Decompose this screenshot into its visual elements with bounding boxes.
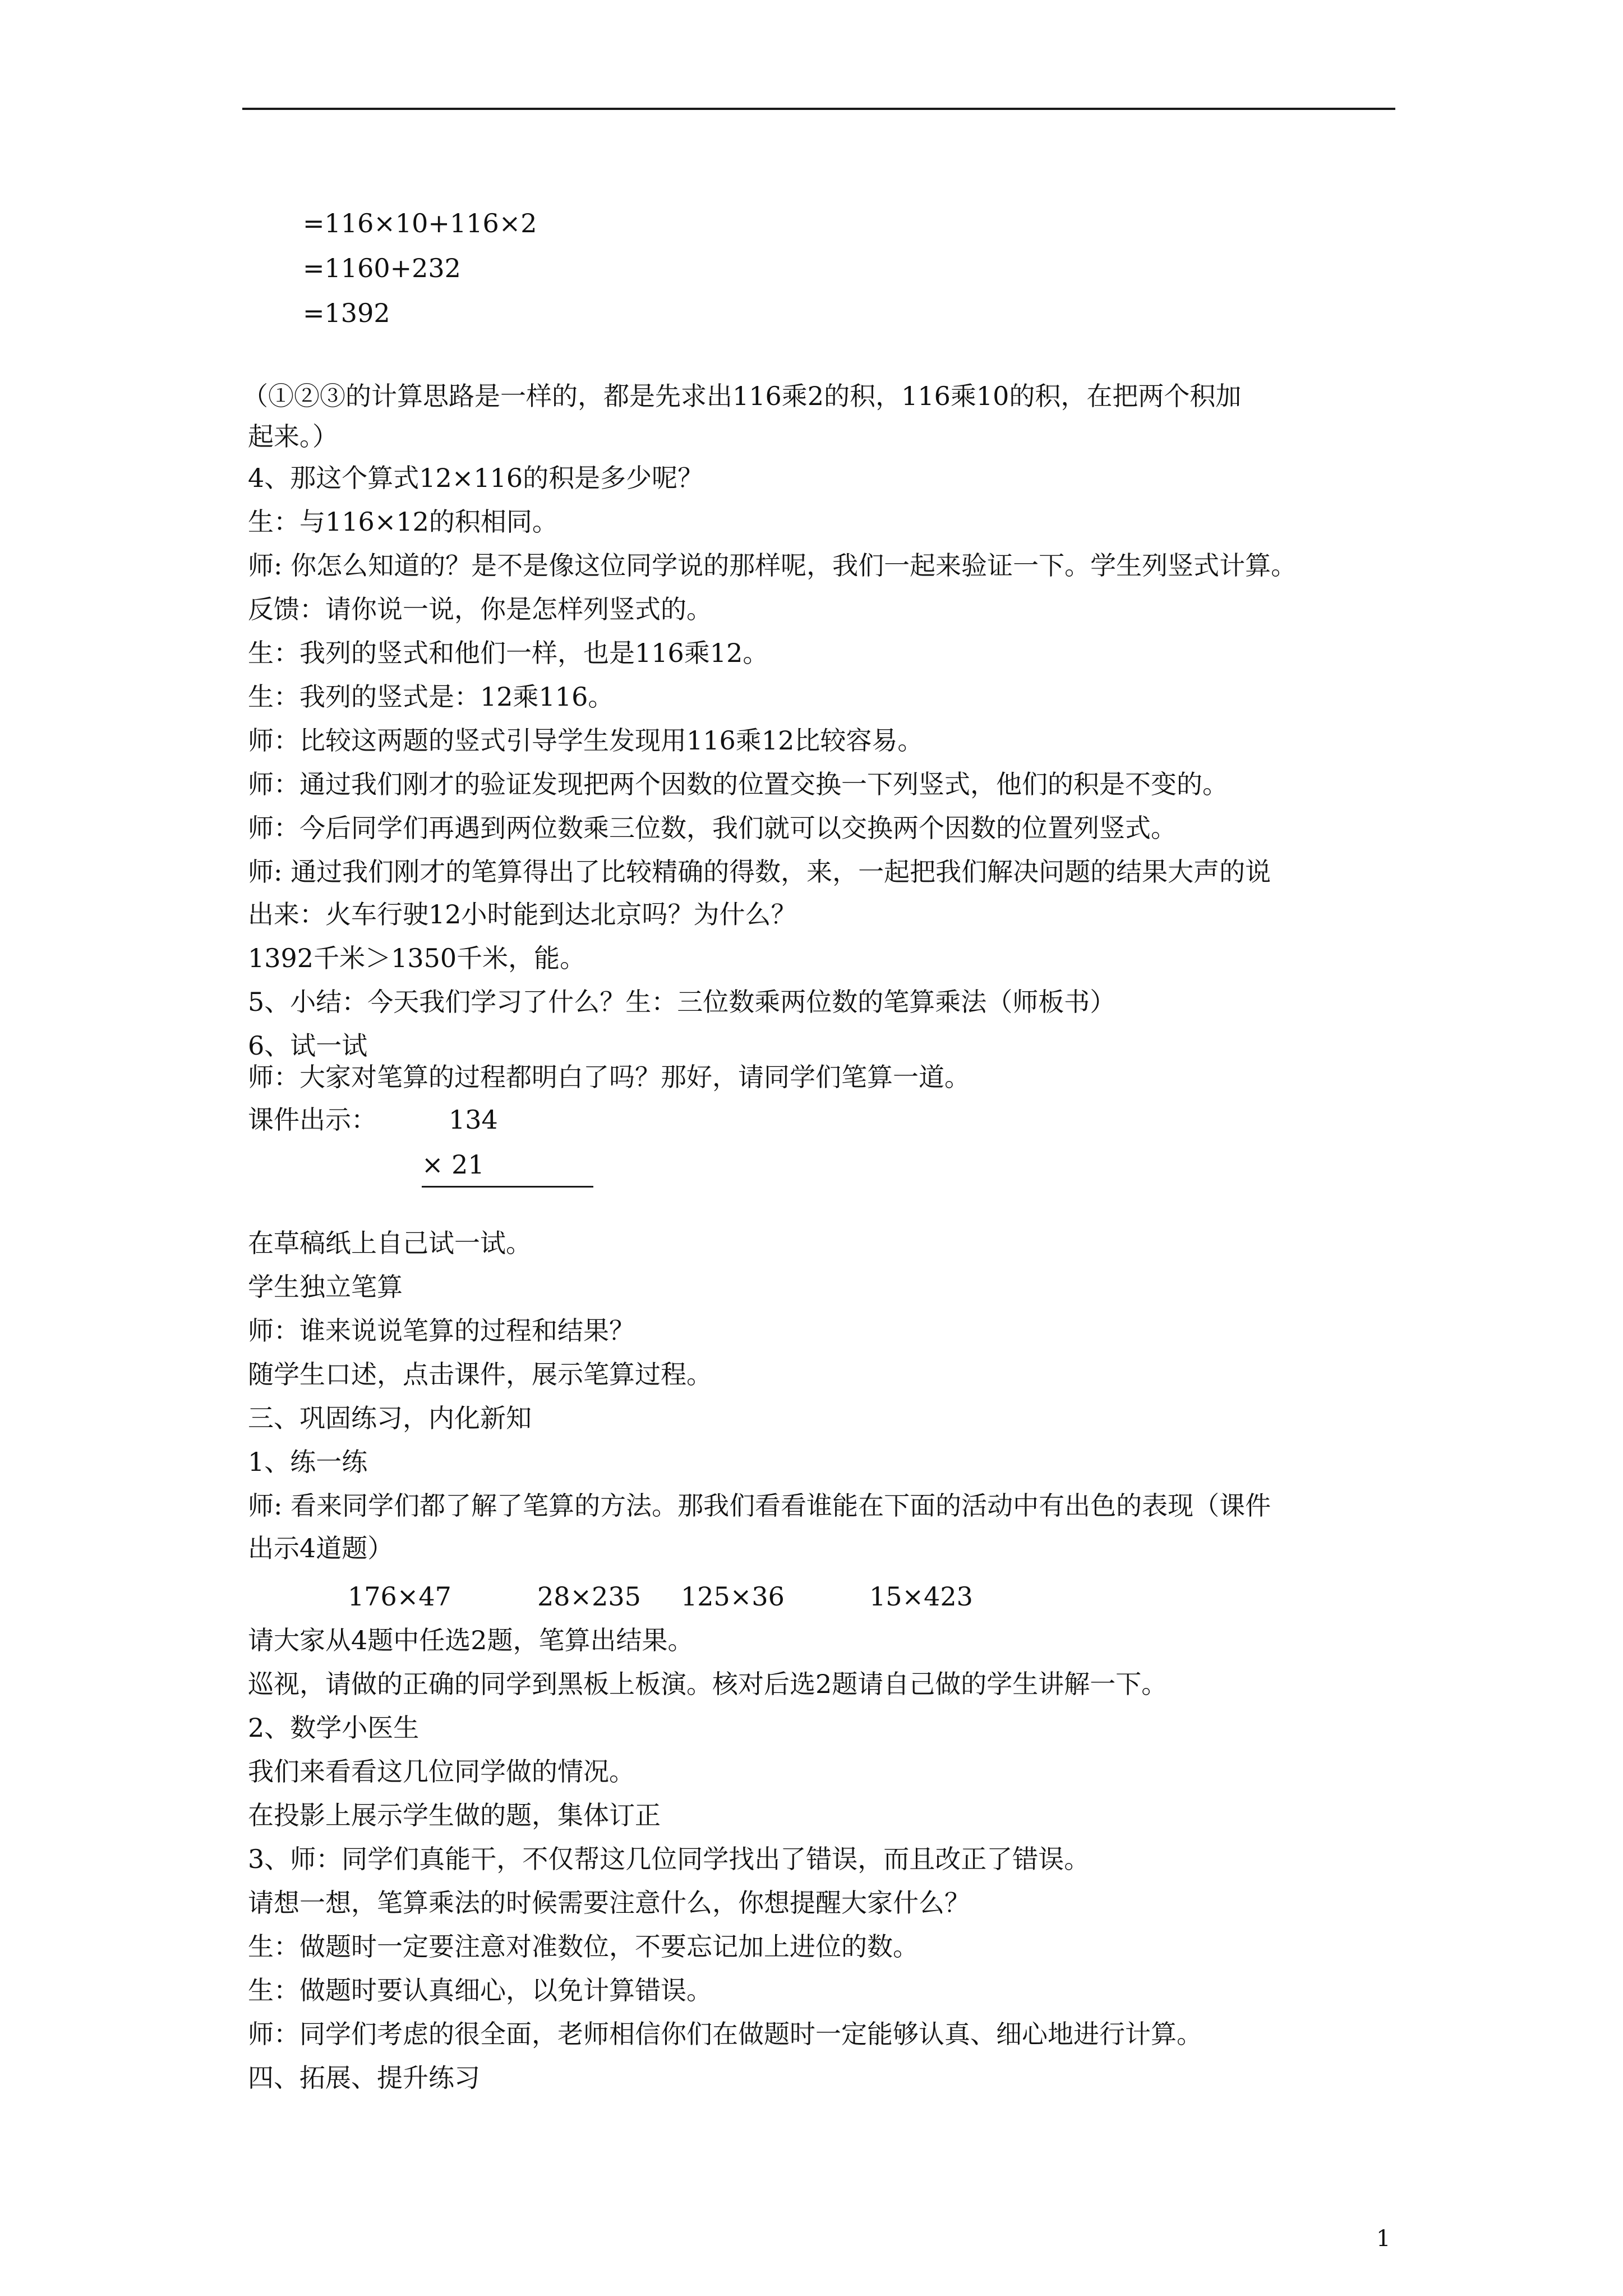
problem-item: 15×423: [869, 1581, 973, 1612]
text-line: 出示4道题）: [248, 1533, 394, 1563]
vertical-bottom-number: × 21: [422, 1149, 485, 1180]
note-line-1: （①②③的计算思路是一样的，都是先求出116乘2的积，116乘10的积，在把两个积加: [242, 381, 1242, 411]
text-line: 出来：火车行驶12小时能到达北京吗？为什么？: [248, 899, 797, 930]
text-line: 1392千米＞1350千米，能。: [248, 943, 586, 973]
text-line: 学生独立笔算: [248, 1272, 403, 1302]
calc-step-1: =116×10+116×2: [303, 208, 537, 238]
text-line: 生：做题时要认真细心，以免计算错误。: [248, 1975, 712, 2005]
text-line: 师：今后同学们再遇到两位数乘三位数，我们就可以交换两个因数的位置列竖式。: [248, 813, 1177, 843]
calc-step-2: =1160+232: [303, 253, 461, 283]
text-line: 请大家从4题中任选2题，笔算出结果。: [248, 1625, 694, 1655]
text-line: 随学生口述，点击课件，展示笔算过程。: [248, 1359, 712, 1389]
vertical-calc-rule: [422, 1186, 593, 1188]
text-line: 6、试一试: [248, 1030, 368, 1061]
text-line: 师：大家对笔算的过程都明白了吗？那好，请同学们笔算一道。: [248, 1062, 970, 1092]
text-line: 师: 通过我们刚才的笔算得出了比较精确的得数，来，一起把我们解决问题的结果大声的说: [248, 857, 1271, 887]
text-line: 2、数学小医生: [248, 1713, 419, 1743]
text-line: 巡视，请做的正确的同学到黑板上板演。核对后选2题请自己做的学生讲解一下。: [248, 1669, 1168, 1699]
text-line: 5、小结：今天我们学习了什么？生：三位数乘两位数的笔算乘法（师板书）: [248, 987, 1116, 1017]
text-line: 师：比较这两题的竖式引导学生发现用116乘12比较容易。: [248, 725, 924, 756]
courseware-label: 课件出示：: [248, 1105, 377, 1135]
text-line: 请想一想，笔算乘法的时候需要注意什么，你想提醒大家什么？: [248, 1888, 970, 1918]
problem-item: 176×47: [348, 1581, 451, 1612]
text-line: 4、那这个算式12×116的积是多少呢？: [248, 463, 704, 493]
text-line: 我们来看看这几位同学做的情况。: [248, 1756, 635, 1787]
text-line: 在投影上展示学生做的题，集体订正: [248, 1800, 661, 1830]
calc-step-3: =1392: [303, 298, 390, 328]
section-heading: 四、拓展、提升练习: [248, 2063, 480, 2093]
section-heading: 三、巩固练习，内化新知: [248, 1403, 532, 1433]
text-line: 生：我列的竖式和他们一样，也是116乘12。: [248, 638, 769, 668]
text-line: 师: 看来同学们都了解了笔算的方法。那我们看看谁能在下面的活动中有出色的表现（课件: [248, 1490, 1271, 1521]
page-number: 1: [1376, 2226, 1391, 2252]
text-line: 师：通过我们刚才的验证发现把两个因数的位置交换一下列竖式，他们的积是不变的。: [248, 769, 1228, 799]
text-line: 师: 你怎么知道的？是不是像这位同学说的那样呢，我们一起来验证一下。学生列竖式计算。: [248, 550, 1297, 581]
text-line: 反馈：请你说一说，你是怎样列竖式的。: [248, 594, 712, 624]
vertical-calc-label-row: [248, 1103, 498, 1137]
text-line: 师：谁来说说笔算的过程和结果？: [248, 1315, 635, 1346]
vertical-top-number: 134: [449, 1105, 498, 1135]
text-line: 1、练一练: [248, 1447, 368, 1477]
text-line: 生：做题时一定要注意对准数位，不要忘记加上进位的数。: [248, 1931, 919, 1962]
note-line-2: 起来。）: [248, 421, 338, 452]
text-line: 生：我列的竖式是：12乘116。: [248, 682, 614, 712]
text-line: 师：同学们考虑的很全面，老师相信你们在做题时一定能够认真、细心地进行计算。: [248, 2019, 1202, 2049]
text-line: 在草稿纸上自己试一试。: [248, 1228, 532, 1258]
text-line: 生：与116×12的积相同。: [248, 507, 558, 537]
text-line: 3、师：同学们真能干，不仅帮这几位同学找出了错误，而且改正了错误。: [248, 1844, 1090, 1874]
header-rule: [242, 108, 1395, 110]
problem-item: 125×36: [681, 1581, 785, 1612]
problem-item: 28×235: [537, 1581, 641, 1612]
